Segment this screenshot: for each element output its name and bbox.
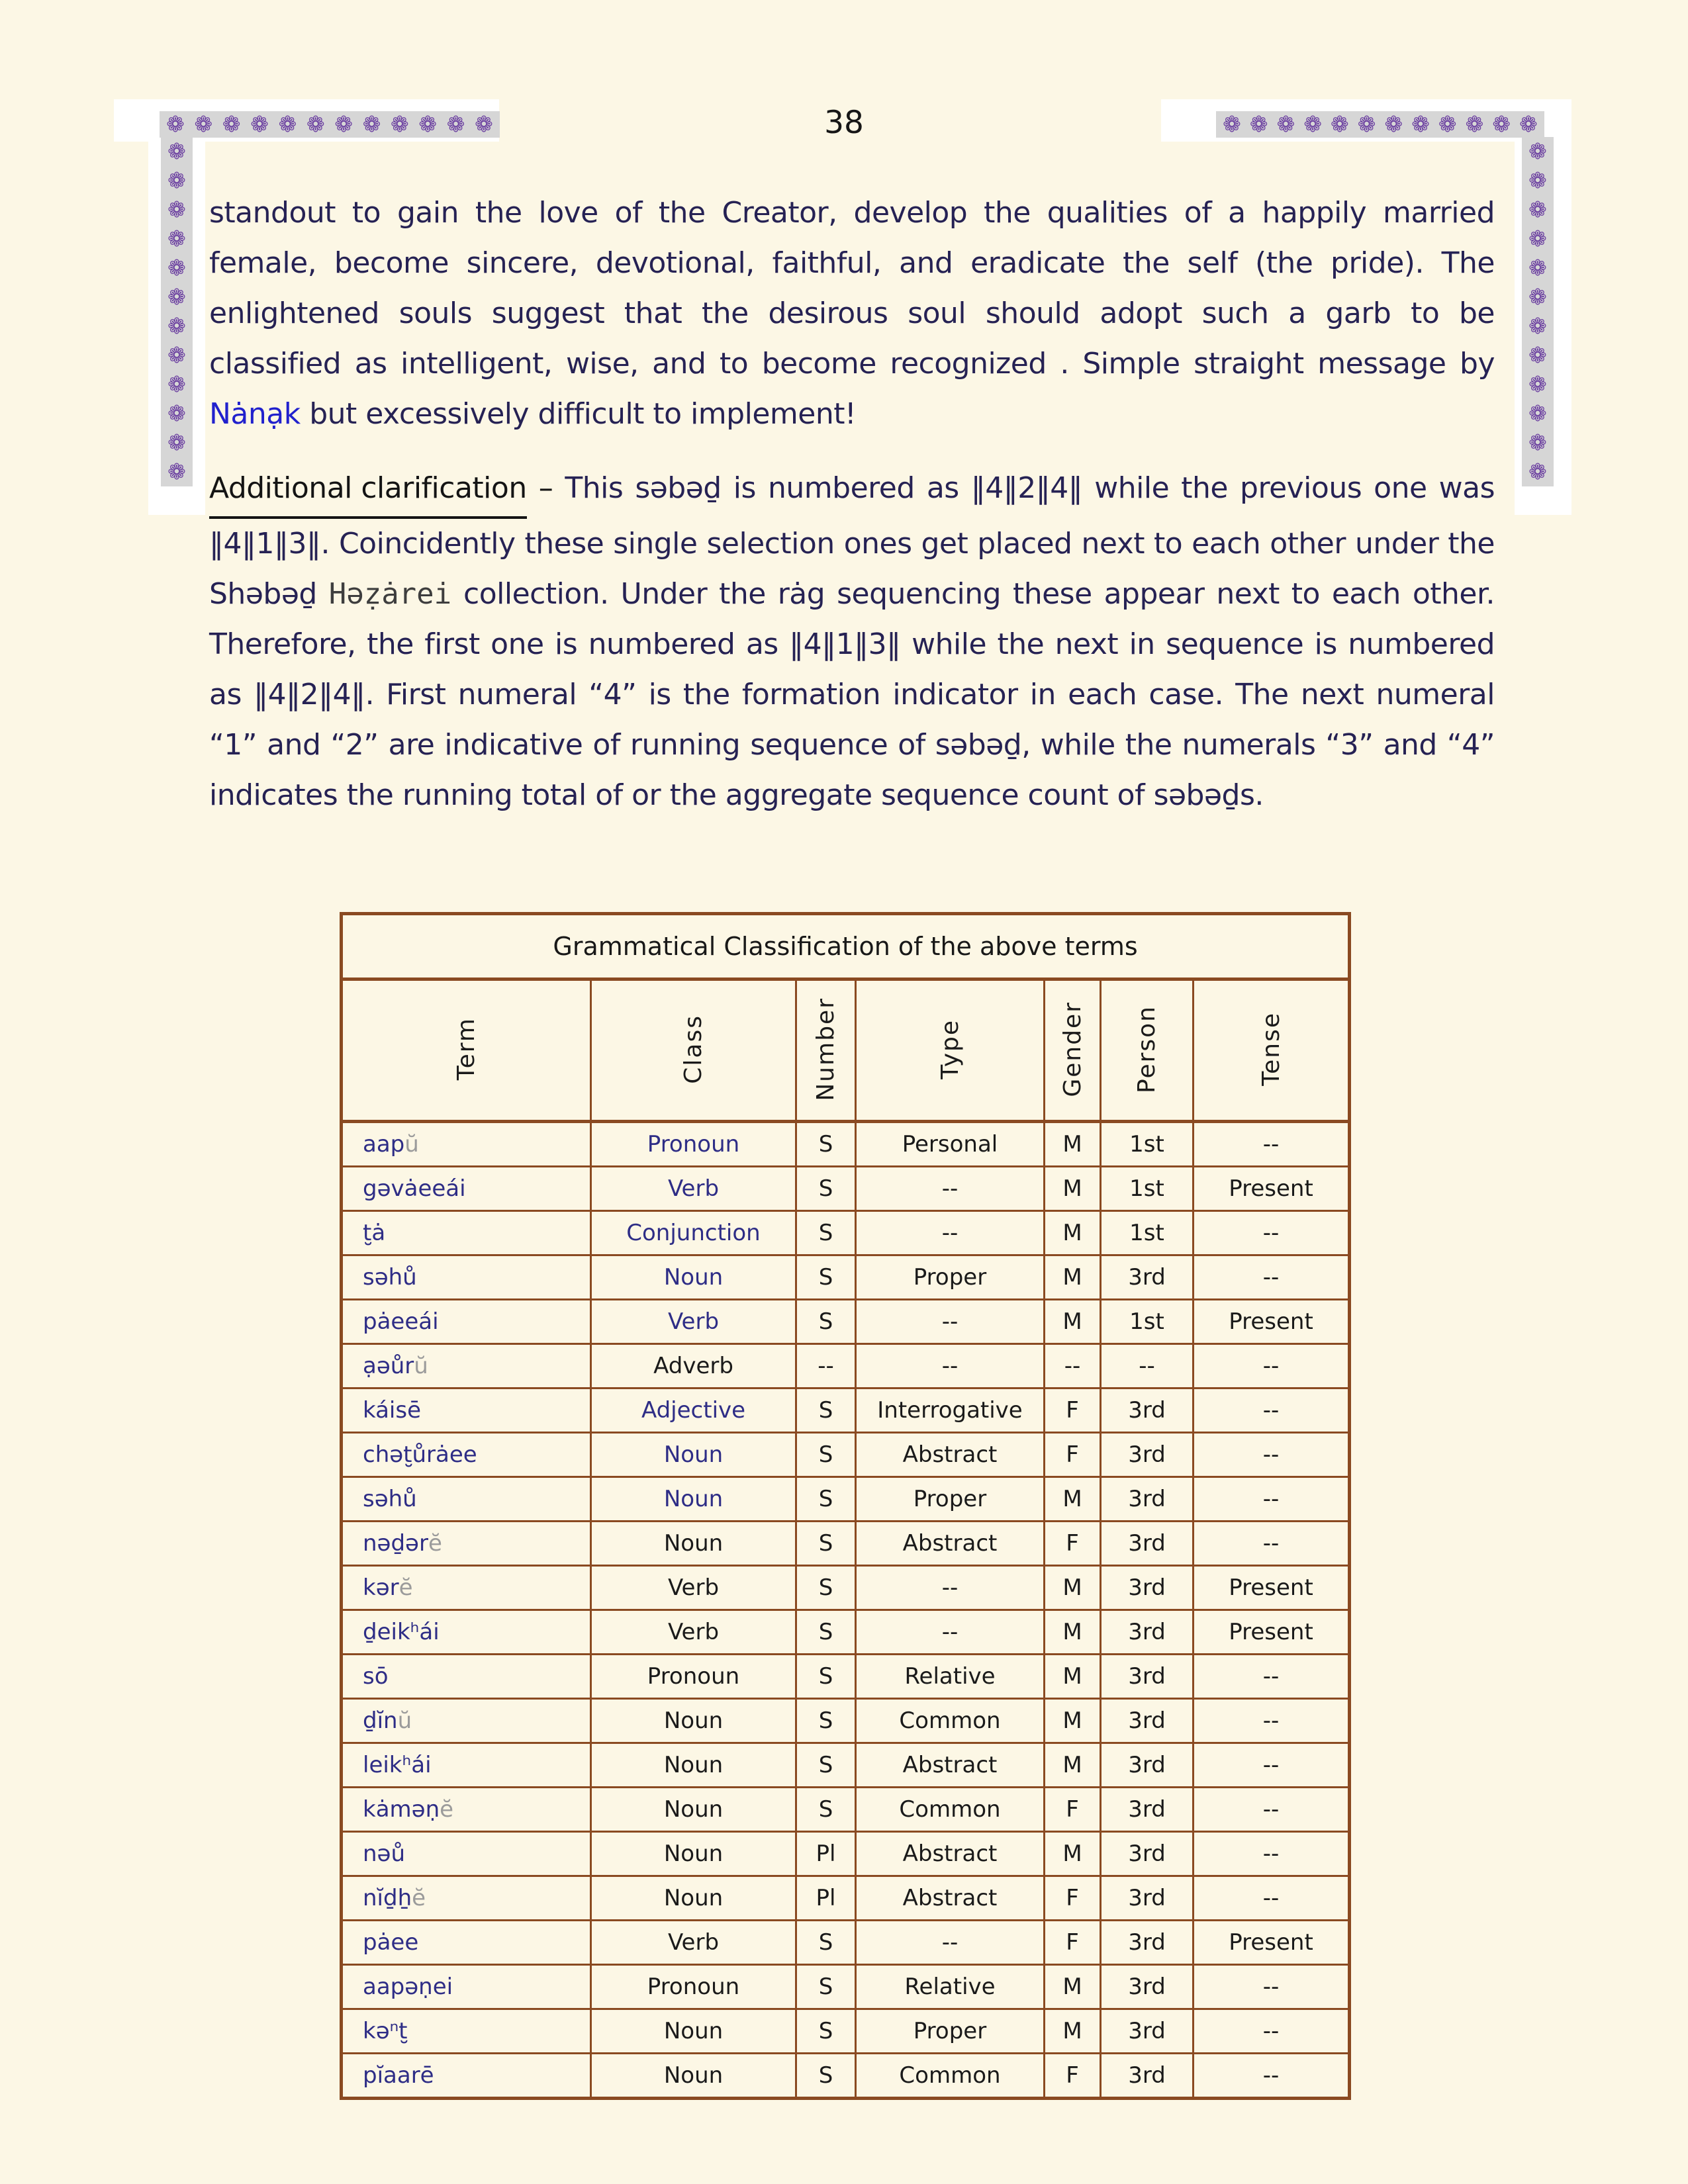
table-row <box>342 1876 1350 1921</box>
page-number: 38 <box>824 105 864 141</box>
type-cell: Abstract <box>856 1876 1045 1921</box>
number-cell: S <box>796 1655 856 1699</box>
term-cell <box>342 1255 591 1300</box>
table-row <box>342 1788 1350 1832</box>
column-header-label: Class <box>680 1014 707 1084</box>
table-row <box>342 1167 1350 1211</box>
table-row <box>342 1477 1350 1522</box>
gender-cell: M <box>1045 1122 1101 1167</box>
person-cell: 3rd <box>1101 1655 1194 1699</box>
flower-icon: ❁ <box>1528 167 1547 193</box>
flower-icon: ❁ <box>475 111 493 137</box>
table-row <box>342 1921 1350 1965</box>
term-cell <box>342 1477 591 1522</box>
class-cell: Noun <box>591 1699 796 1743</box>
flower-icon: ❁ <box>1528 430 1547 455</box>
flower-icon: ❁ <box>1528 138 1547 164</box>
tense-cell: -- <box>1194 1477 1350 1522</box>
type-cell: Abstract <box>856 1743 1045 1788</box>
column-header-person <box>1101 979 1194 1122</box>
flower-icon: ❁ <box>1528 226 1547 251</box>
table-row <box>342 1832 1350 1876</box>
term-cell <box>342 1655 591 1699</box>
flower-icon: ❁ <box>1303 111 1322 137</box>
number-cell: S <box>796 1965 856 2009</box>
border-ornament-right <box>1522 137 1554 486</box>
type-cell: Relative <box>856 1655 1045 1699</box>
number-cell: S <box>796 1522 856 1566</box>
term-cell <box>342 1300 591 1344</box>
table-row <box>342 1965 1350 2009</box>
gender-cell: M <box>1045 1167 1101 1211</box>
term-text: sō <box>363 1663 389 1690</box>
paragraph-intro <box>209 188 1495 439</box>
flower-icon: ❁ <box>222 111 241 137</box>
class-cell: Noun <box>591 1477 796 1522</box>
tense-cell: -- <box>1194 2054 1350 2099</box>
gender-cell: F <box>1045 1388 1101 1433</box>
flower-icon: ❁ <box>167 459 186 484</box>
class-cell: Pronoun <box>591 1122 796 1167</box>
tense-cell: -- <box>1194 1433 1350 1477</box>
flower-icon: ❁ <box>362 111 381 137</box>
column-header-type <box>856 979 1045 1122</box>
term-text: leikʰái <box>363 1752 432 1778</box>
text-segment: Nȧnạk <box>209 397 301 431</box>
flower-icon: ❁ <box>1249 111 1268 137</box>
flower-icon: ❁ <box>167 284 186 310</box>
flower-icon: ❁ <box>1411 111 1430 137</box>
term-suffix: ĕ <box>399 1574 413 1601</box>
flower-icon: ❁ <box>166 111 185 137</box>
person-cell: 3rd <box>1101 1433 1194 1477</box>
number-cell: S <box>796 1477 856 1522</box>
table-row <box>342 1743 1350 1788</box>
text-segment: but excessively difficult to implement! <box>300 397 857 431</box>
class-cell: Adverb <box>591 1344 796 1388</box>
person-cell: 1st <box>1101 1211 1194 1255</box>
text-segment: – <box>526 471 565 505</box>
term-cell <box>342 1743 591 1788</box>
flower-icon: ❁ <box>446 111 465 137</box>
gender-cell: F <box>1045 1522 1101 1566</box>
number-cell: S <box>796 1743 856 1788</box>
table-title: Grammatical Classification of the above terms <box>342 914 1350 979</box>
flower-icon: ❁ <box>334 111 353 137</box>
tense-cell: -- <box>1194 1699 1350 1743</box>
term-suffix: ŭ <box>404 1131 419 1158</box>
term-text: nĭḏẖ <box>363 1885 412 1911</box>
term-cell <box>342 1167 591 1211</box>
column-header-label: Person <box>1133 1005 1160 1093</box>
type-cell: Abstract <box>856 1832 1045 1876</box>
gender-cell: F <box>1045 1788 1101 1832</box>
term-text: səhů <box>363 1486 417 1512</box>
column-header-label: Term <box>453 1017 480 1081</box>
gender-cell: M <box>1045 1477 1101 1522</box>
term-text: kər <box>363 1574 399 1601</box>
flower-icon: ❁ <box>306 111 325 137</box>
gender-cell: M <box>1045 1965 1101 2009</box>
tense-cell: -- <box>1194 1743 1350 1788</box>
class-cell: Noun <box>591 1522 796 1566</box>
flower-icon: ❁ <box>167 167 186 193</box>
number-cell: S <box>796 1300 856 1344</box>
tense-cell: Present <box>1194 1921 1350 1965</box>
class-cell: Noun <box>591 1743 796 1788</box>
class-cell: Noun <box>591 1788 796 1832</box>
term-cell <box>342 2054 591 2099</box>
flower-icon: ❁ <box>167 226 186 251</box>
person-cell: 1st <box>1101 1300 1194 1344</box>
person-cell: 3rd <box>1101 1477 1194 1522</box>
number-cell: S <box>796 1388 856 1433</box>
column-header-class <box>591 979 796 1122</box>
flower-icon: ❁ <box>1528 197 1547 222</box>
tense-cell: -- <box>1194 1655 1350 1699</box>
flower-icon: ❁ <box>1528 342 1547 368</box>
type-cell: Abstract <box>856 1522 1045 1566</box>
table-row <box>342 1655 1350 1699</box>
text-segment: Additional clarification <box>209 463 527 519</box>
table-row <box>342 1122 1350 1167</box>
flower-icon: ❁ <box>167 342 186 368</box>
term-cell <box>342 1921 591 1965</box>
column-header-tense <box>1194 979 1350 1122</box>
type-cell: -- <box>856 1300 1045 1344</box>
term-suffix: ŭ <box>414 1353 428 1379</box>
table-row <box>342 1699 1350 1743</box>
table-title-row <box>342 914 1350 979</box>
term-text: aap <box>363 1131 405 1158</box>
flower-icon: ❁ <box>1438 111 1457 137</box>
flower-icon: ❁ <box>194 111 213 137</box>
term-suffix: ĕ <box>440 1796 454 1823</box>
term-text: ạəůr <box>363 1353 414 1379</box>
column-header-label: Type <box>936 1019 964 1079</box>
number-cell: S <box>796 1167 856 1211</box>
gender-cell: M <box>1045 1300 1101 1344</box>
column-header-term <box>342 979 591 1122</box>
class-cell: Noun <box>591 1876 796 1921</box>
table-row <box>342 1344 1350 1388</box>
flower-icon: ❁ <box>1223 111 1241 137</box>
class-cell: Noun <box>591 1255 796 1300</box>
flower-icon: ❁ <box>1465 111 1484 137</box>
tense-cell: Present <box>1194 1167 1350 1211</box>
gender-cell: F <box>1045 2054 1101 2099</box>
tense-cell: Present <box>1194 1610 1350 1655</box>
flower-icon: ❁ <box>418 111 438 137</box>
tense-cell: -- <box>1194 1122 1350 1167</box>
flower-icon: ❁ <box>1528 459 1547 484</box>
text-segment: This səbəḏ is numbered as ‖4‖2‖4‖ while the previous one was ‖4‖1‖3‖. Coincidently these single selection ones get placed next to each other under the Shəbəḏ <box>209 471 1495 611</box>
type-cell: Proper <box>856 1255 1045 1300</box>
type-cell: Proper <box>856 1477 1045 1522</box>
term-cell <box>342 1433 591 1477</box>
number-cell: Pl <box>796 1832 856 1876</box>
flower-icon: ❁ <box>1528 371 1547 397</box>
column-header-number <box>796 979 856 1122</box>
tense-cell: -- <box>1194 1344 1350 1388</box>
person-cell: 3rd <box>1101 1255 1194 1300</box>
tense-cell: -- <box>1194 1876 1350 1921</box>
term-cell <box>342 1832 591 1876</box>
table-row <box>342 1522 1350 1566</box>
text-segment: Həẓȧrei <box>328 577 452 611</box>
term-text: t̮ȧ <box>363 1220 386 1246</box>
tense-cell: -- <box>1194 1211 1350 1255</box>
term-cell <box>342 1388 591 1433</box>
column-header-label: Number <box>812 997 839 1101</box>
class-cell: Noun <box>591 2009 796 2054</box>
type-cell: Proper <box>856 2009 1045 2054</box>
table-row <box>342 1388 1350 1433</box>
gender-cell: F <box>1045 1433 1101 1477</box>
gender-cell: M <box>1045 1655 1101 1699</box>
person-cell: 3rd <box>1101 2054 1194 2099</box>
flower-icon: ❁ <box>1384 111 1403 137</box>
number-cell: S <box>796 1699 856 1743</box>
term-suffix: ŭ <box>397 1707 412 1734</box>
person-cell: 3rd <box>1101 1610 1194 1655</box>
number-cell: S <box>796 2009 856 2054</box>
term-text: gəvȧeeái <box>363 1175 466 1202</box>
gender-cell: M <box>1045 1211 1101 1255</box>
flower-icon: ❁ <box>1492 111 1511 137</box>
term-cell <box>342 1566 591 1610</box>
flower-icon: ❁ <box>1528 255 1547 281</box>
number-cell: S <box>796 1122 856 1167</box>
term-cell <box>342 1211 591 1255</box>
flower-icon: ❁ <box>167 138 186 164</box>
flower-icon: ❁ <box>1276 111 1295 137</box>
number-cell: -- <box>796 1344 856 1388</box>
gender-cell: F <box>1045 1921 1101 1965</box>
border-ornament-left <box>161 137 193 486</box>
number-cell: Pl <box>796 1876 856 1921</box>
class-cell: Verb <box>591 1921 796 1965</box>
table-row <box>342 1211 1350 1255</box>
class-cell: Verb <box>591 1566 796 1610</box>
class-cell: Conjunction <box>591 1211 796 1255</box>
person-cell: 3rd <box>1101 1832 1194 1876</box>
term-text: nəů <box>363 1841 406 1867</box>
term-text: nəḏər <box>363 1530 428 1557</box>
term-text: ḏeikʰái <box>363 1619 440 1645</box>
tense-cell: -- <box>1194 1832 1350 1876</box>
type-cell: -- <box>856 1566 1045 1610</box>
gender-cell: M <box>1045 1743 1101 1788</box>
person-cell: 3rd <box>1101 1788 1194 1832</box>
class-cell: Pronoun <box>591 1965 796 2009</box>
type-cell: -- <box>856 1344 1045 1388</box>
flower-icon: ❁ <box>1519 111 1538 137</box>
term-cell <box>342 1522 591 1566</box>
term-cell <box>342 1699 591 1743</box>
flower-icon: ❁ <box>167 313 186 339</box>
number-cell: S <box>796 1211 856 1255</box>
term-text: pȧee <box>363 1929 419 1956</box>
person-cell: 1st <box>1101 1122 1194 1167</box>
flower-icon: ❁ <box>1528 313 1547 339</box>
grammar-table <box>340 912 1351 2100</box>
term-text: pȧeeái <box>363 1308 439 1335</box>
tense-cell: Present <box>1194 1566 1350 1610</box>
class-cell: Noun <box>591 2054 796 2099</box>
number-cell: S <box>796 1566 856 1610</box>
flower-icon: ❁ <box>167 400 186 426</box>
term-suffix: ĕ <box>428 1530 442 1557</box>
flower-icon: ❁ <box>278 111 297 137</box>
text-segment: collection. Under the rȧg sequencing these appear next to each other. Therefore, the first one is numbered as ‖4‖1‖3‖ while the next in sequence is numbered as ‖4‖2‖4‖. First numeral “4” is the formation indicator in each case. The next numeral “1” and “2” are indicative of running sequence of səbəḏ, while the numerals “3” and “4” indicates the running total of or the aggregate sequence count of səbəḏs. <box>209 577 1495 812</box>
tense-cell: -- <box>1194 1388 1350 1433</box>
flower-icon: ❁ <box>1528 284 1547 310</box>
term-text: kȧməṇ <box>363 1796 440 1823</box>
type-cell: -- <box>856 1211 1045 1255</box>
flower-icon: ❁ <box>250 111 269 137</box>
number-cell: S <box>796 1255 856 1300</box>
table-row <box>342 1566 1350 1610</box>
gender-cell: M <box>1045 1832 1101 1876</box>
term-suffix: ĕ <box>412 1885 426 1911</box>
type-cell: -- <box>856 1610 1045 1655</box>
term-text: chət̮ůrȧee <box>363 1441 477 1468</box>
flower-icon: ❁ <box>1331 111 1349 137</box>
table-row <box>342 1433 1350 1477</box>
number-cell: S <box>796 1921 856 1965</box>
type-cell: Common <box>856 2054 1045 2099</box>
term-cell <box>342 1788 591 1832</box>
tense-cell: -- <box>1194 1522 1350 1566</box>
gender-cell: M <box>1045 1566 1101 1610</box>
tense-cell: -- <box>1194 1255 1350 1300</box>
table-row <box>342 2009 1350 2054</box>
class-cell: Pronoun <box>591 1655 796 1699</box>
table-header-row <box>342 979 1350 1122</box>
class-cell: Noun <box>591 1832 796 1876</box>
class-cell: Verb <box>591 1300 796 1344</box>
table-row <box>342 1255 1350 1300</box>
term-cell <box>342 1122 591 1167</box>
type-cell: Interrogative <box>856 1388 1045 1433</box>
person-cell: 3rd <box>1101 1699 1194 1743</box>
gender-cell: F <box>1045 1876 1101 1921</box>
number-cell: S <box>796 2054 856 2099</box>
term-cell <box>342 1344 591 1388</box>
term-cell <box>342 1876 591 1921</box>
class-cell: Verb <box>591 1167 796 1211</box>
paragraph-additional-clarification <box>209 463 1495 821</box>
column-header-label: Tense <box>1257 1012 1285 1086</box>
flower-icon: ❁ <box>167 430 186 455</box>
gender-cell: M <box>1045 1699 1101 1743</box>
class-cell: Adjective <box>591 1388 796 1433</box>
class-cell: Verb <box>591 1610 796 1655</box>
tense-cell: -- <box>1194 1788 1350 1832</box>
column-header-label: Gender <box>1058 1001 1086 1097</box>
column-header-gender <box>1045 979 1101 1122</box>
tense-cell: -- <box>1194 2009 1350 2054</box>
number-cell: S <box>796 1433 856 1477</box>
person-cell: 3rd <box>1101 1921 1194 1965</box>
term-text: ḏĭn <box>363 1707 398 1734</box>
person-cell: 3rd <box>1101 1388 1194 1433</box>
tense-cell: Present <box>1194 1300 1350 1344</box>
type-cell: Common <box>856 1699 1045 1743</box>
gender-cell: -- <box>1045 1344 1101 1388</box>
type-cell: -- <box>856 1167 1045 1211</box>
flower-icon: ❁ <box>167 197 186 222</box>
type-cell: Personal <box>856 1122 1045 1167</box>
tense-cell: -- <box>1194 1965 1350 2009</box>
flower-icon: ❁ <box>391 111 409 137</box>
person-cell: 3rd <box>1101 1522 1194 1566</box>
gender-cell: M <box>1045 1610 1101 1655</box>
term-text: kəⁿt̮ <box>363 2018 408 2044</box>
term-cell <box>342 1610 591 1655</box>
person-cell: 3rd <box>1101 2009 1194 2054</box>
table-row <box>342 1610 1350 1655</box>
gender-cell: M <box>1045 2009 1101 2054</box>
flower-icon: ❁ <box>1357 111 1376 137</box>
term-text: káisē <box>363 1397 422 1424</box>
gender-cell: M <box>1045 1255 1101 1300</box>
number-cell: S <box>796 1610 856 1655</box>
term-text: pĭaarē <box>363 2062 434 2089</box>
person-cell: 3rd <box>1101 1876 1194 1921</box>
person-cell: 3rd <box>1101 1566 1194 1610</box>
term-text: aapəṇei <box>363 1974 453 2000</box>
term-cell <box>342 1965 591 2009</box>
table-row <box>342 2054 1350 2099</box>
flower-icon: ❁ <box>1528 400 1547 426</box>
table-row <box>342 1300 1350 1344</box>
term-cell <box>342 2009 591 2054</box>
flower-icon: ❁ <box>167 371 186 397</box>
type-cell: Abstract <box>856 1433 1045 1477</box>
type-cell: Common <box>856 1788 1045 1832</box>
text-segment: standout to gain the love of the Creator, develop the qualities of a happily married female, become sincere, devotional, faithful, and eradicate the self (the pride). The enlightened souls suggest that the desirous soul should adopt such a garb to be classified as intelligent, wise, and to become recognized . Simple straight message by <box>209 196 1495 381</box>
person-cell: -- <box>1101 1344 1194 1388</box>
class-cell: Noun <box>591 1433 796 1477</box>
person-cell: 3rd <box>1101 1743 1194 1788</box>
flower-icon: ❁ <box>167 255 186 281</box>
type-cell: Relative <box>856 1965 1045 2009</box>
person-cell: 1st <box>1101 1167 1194 1211</box>
term-text: səhů <box>363 1264 417 1291</box>
number-cell: S <box>796 1788 856 1832</box>
type-cell: -- <box>856 1921 1045 1965</box>
person-cell: 3rd <box>1101 1965 1194 2009</box>
